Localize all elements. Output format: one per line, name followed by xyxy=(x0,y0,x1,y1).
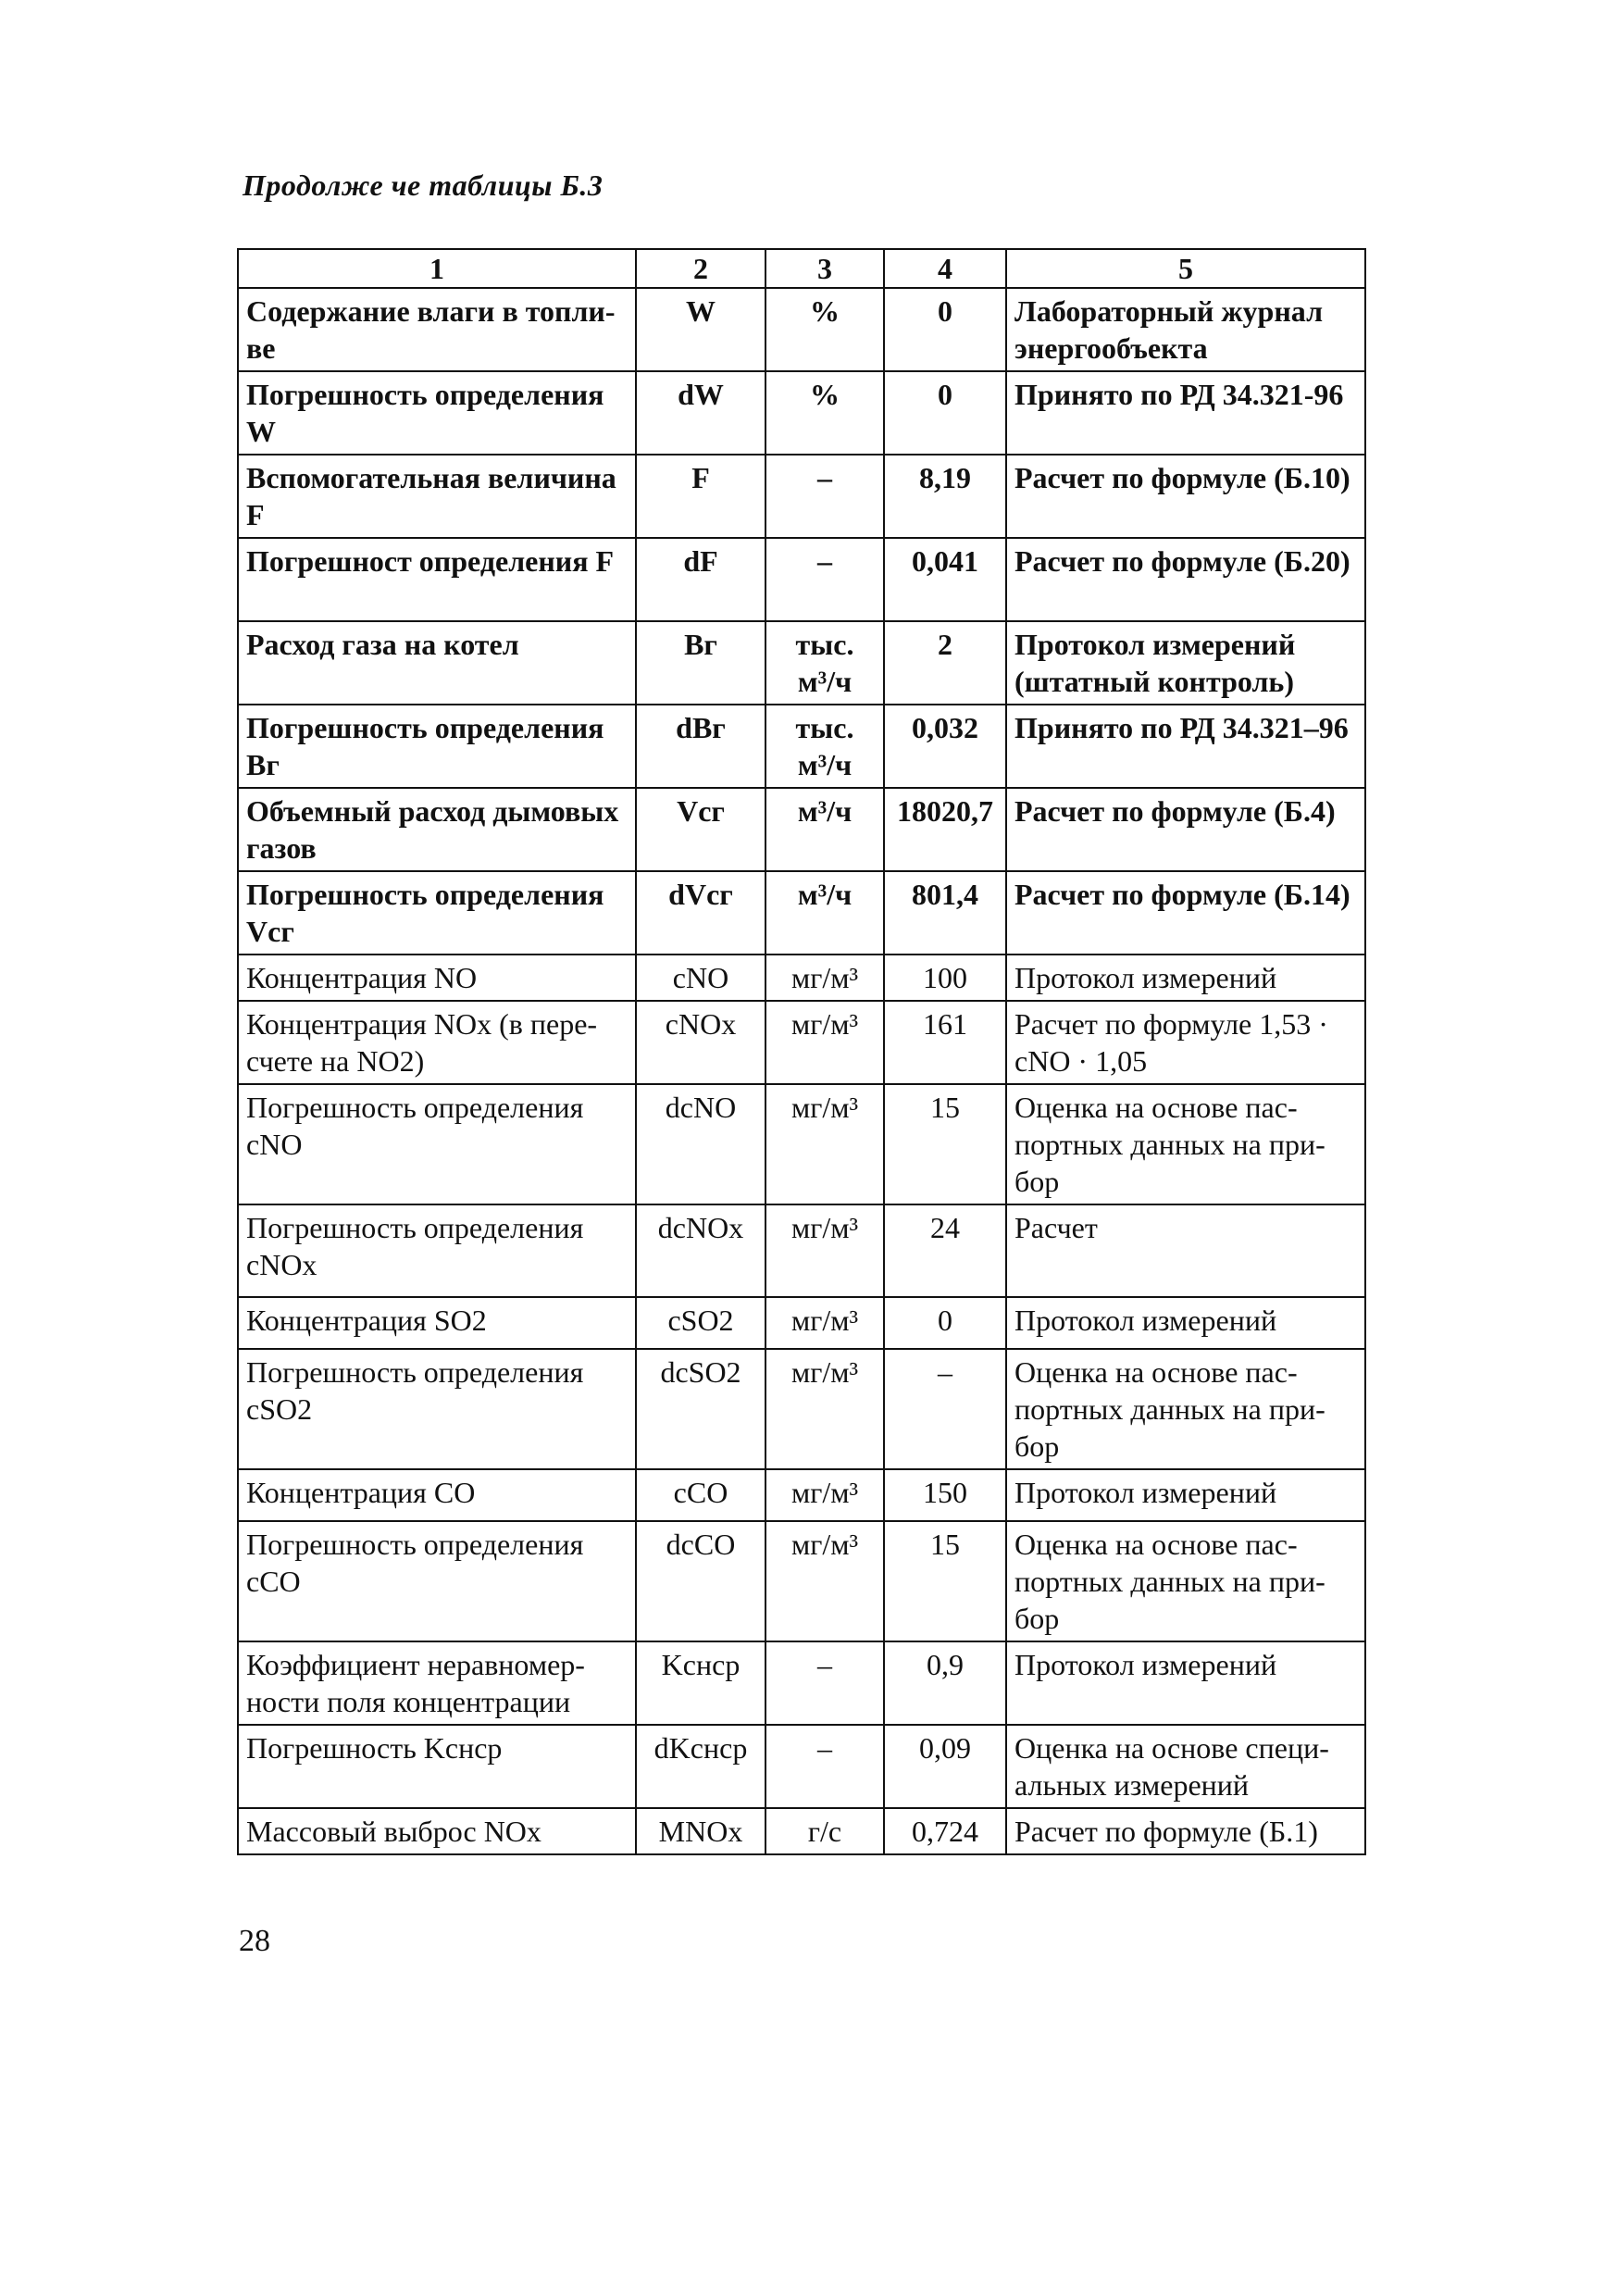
value-cell: – xyxy=(884,1349,1006,1469)
source-cell: Принято по РД 34.321–96 xyxy=(1006,705,1365,788)
source-cell: Протокол измерений xyxy=(1006,1641,1365,1725)
source-cell: Оценка на основе пас-портных данных на при-бор xyxy=(1006,1521,1365,1641)
unit-cell: м³/ч xyxy=(765,788,884,871)
symbol-cell: dW xyxy=(636,371,765,455)
unit-cell: – xyxy=(765,1641,884,1725)
source-cell: Протокол измерений (штатный контроль) xyxy=(1006,621,1365,705)
table-row xyxy=(238,1808,1365,1854)
parameter-cell: Погрешность определения cNO xyxy=(238,1084,636,1204)
table-row xyxy=(238,1297,1365,1349)
source-cell: Оценка на основе специ-альных измерений xyxy=(1006,1725,1365,1808)
value-cell: 0,041 xyxy=(884,538,1006,621)
parameter-cell: Концентрация SO2 xyxy=(238,1297,636,1349)
table-row xyxy=(238,955,1365,1001)
source-cell: Протокол измерений xyxy=(1006,1469,1365,1521)
table-row xyxy=(238,1204,1365,1297)
parameter-cell: Погрешность определения Vсг xyxy=(238,871,636,955)
value-cell: 0 xyxy=(884,288,1006,371)
page-number: 28 xyxy=(239,1924,270,1958)
value-cell: 15 xyxy=(884,1521,1006,1641)
table-row xyxy=(238,455,1365,538)
unit-cell: мг/м³ xyxy=(765,1001,884,1084)
source-cell: Расчет по формуле (Б.1) xyxy=(1006,1808,1365,1854)
symbol-cell: Bг xyxy=(636,621,765,705)
source-cell: Лабораторный журнал энергообъекта xyxy=(1006,288,1365,371)
source-cell: Расчет по формуле 1,53 · cNO · 1,05 xyxy=(1006,1001,1365,1084)
value-cell: 0,9 xyxy=(884,1641,1006,1725)
parameter-cell: Концентрация NOx (в пере-счете на NO2) xyxy=(238,1001,636,1084)
table-row xyxy=(238,871,1365,955)
parameter-cell: Погрешность определения cCO xyxy=(238,1521,636,1641)
parameter-cell: Объемный расход дымовых газов xyxy=(238,788,636,871)
source-cell: Оценка на основе пас-портных данных на при-бор xyxy=(1006,1084,1365,1204)
table-row xyxy=(238,1469,1365,1521)
value-cell: 0,09 xyxy=(884,1725,1006,1808)
unit-cell: – xyxy=(765,455,884,538)
parameter-cell: Концентрация CO xyxy=(238,1469,636,1521)
column-header-5: 5 xyxy=(1006,249,1365,288)
table-row xyxy=(238,1725,1365,1808)
unit-cell: – xyxy=(765,1725,884,1808)
parameter-cell: Вспомогательная величина F xyxy=(238,455,636,538)
value-cell: 8,19 xyxy=(884,455,1006,538)
symbol-cell: dVсг xyxy=(636,871,765,955)
value-cell: 150 xyxy=(884,1469,1006,1521)
value-cell: 0,032 xyxy=(884,705,1006,788)
table-row xyxy=(238,788,1365,871)
value-cell: 2 xyxy=(884,621,1006,705)
value-cell: 161 xyxy=(884,1001,1006,1084)
value-cell: 801,4 xyxy=(884,871,1006,955)
table-row xyxy=(238,288,1365,371)
table-caption: Продолже че таблицы Б.3 xyxy=(243,168,604,202)
parameter-cell: Погрешность определения cSO2 xyxy=(238,1349,636,1469)
parameter-cell: Содержание влаги в топли-ве xyxy=(238,288,636,371)
source-cell: Расчет по формуле (Б.14) xyxy=(1006,871,1365,955)
unit-cell: мг/м³ xyxy=(765,1349,884,1469)
source-cell: Расчет по формуле (Б.10) xyxy=(1006,455,1365,538)
parameter-cell: Расход газа на котел xyxy=(238,621,636,705)
value-cell: 0 xyxy=(884,1297,1006,1349)
source-cell: Расчет по формуле (Б.4) xyxy=(1006,788,1365,871)
unit-cell: % xyxy=(765,288,884,371)
unit-cell: м³/ч xyxy=(765,871,884,955)
value-cell: 24 xyxy=(884,1204,1006,1297)
parameter-cell: Погрешност определения F xyxy=(238,538,636,621)
parameter-cell: Погрешность определения cNOx xyxy=(238,1204,636,1297)
unit-cell: г/с xyxy=(765,1808,884,1854)
table-row xyxy=(238,1641,1365,1725)
value-cell: 15 xyxy=(884,1084,1006,1204)
symbol-cell: dcNO xyxy=(636,1084,765,1204)
parameter-cell: Погрешность определения W xyxy=(238,371,636,455)
table-row xyxy=(238,1084,1365,1204)
table-row xyxy=(238,538,1365,621)
table-row xyxy=(238,705,1365,788)
symbol-cell: cNOx xyxy=(636,1001,765,1084)
source-cell: Принято по РД 34.321-96 xyxy=(1006,371,1365,455)
symbol-cell: dcCO xyxy=(636,1521,765,1641)
column-header-1: 1 xyxy=(238,249,636,288)
value-cell: 100 xyxy=(884,955,1006,1001)
symbol-cell: MNOx xyxy=(636,1808,765,1854)
parameter-cell: Погрешность Kcнср xyxy=(238,1725,636,1808)
unit-cell: – xyxy=(765,538,884,621)
symbol-cell: dcSO2 xyxy=(636,1349,765,1469)
column-header-4: 4 xyxy=(884,249,1006,288)
continuation-table xyxy=(237,248,1366,1855)
unit-cell: мг/м³ xyxy=(765,955,884,1001)
source-cell: Протокол измерений xyxy=(1006,955,1365,1001)
unit-cell: % xyxy=(765,371,884,455)
source-cell: Оценка на основе пас-портных данных на при-бор xyxy=(1006,1349,1365,1469)
parameter-cell: Массовый выброс NOx xyxy=(238,1808,636,1854)
parameter-cell: Погрешность определения Bг xyxy=(238,705,636,788)
source-cell: Расчет по формуле (Б.20) xyxy=(1006,538,1365,621)
symbol-cell: Kcнср xyxy=(636,1641,765,1725)
value-cell: 0,724 xyxy=(884,1808,1006,1854)
symbol-cell: dBг xyxy=(636,705,765,788)
unit-cell: мг/м³ xyxy=(765,1084,884,1204)
parameter-cell: Концентрация NO xyxy=(238,955,636,1001)
source-cell: Протокол измерений xyxy=(1006,1297,1365,1349)
symbol-cell: dcNOx xyxy=(636,1204,765,1297)
symbol-cell: dKcнср xyxy=(636,1725,765,1808)
unit-cell: тыс. м³/ч xyxy=(765,621,884,705)
unit-cell: мг/м³ xyxy=(765,1297,884,1349)
symbol-cell: W xyxy=(636,288,765,371)
symbol-cell: cSO2 xyxy=(636,1297,765,1349)
column-header-2: 2 xyxy=(636,249,765,288)
table-row xyxy=(238,621,1365,705)
symbol-cell: Vсг xyxy=(636,788,765,871)
source-cell: Расчет xyxy=(1006,1204,1365,1297)
table-row xyxy=(238,1349,1365,1469)
unit-cell: мг/м³ xyxy=(765,1521,884,1641)
table-row xyxy=(238,371,1365,455)
unit-cell: тыс. м³/ч xyxy=(765,705,884,788)
table-header-row xyxy=(238,249,1365,288)
symbol-cell: dF xyxy=(636,538,765,621)
unit-cell: мг/м³ xyxy=(765,1204,884,1297)
symbol-cell: F xyxy=(636,455,765,538)
parameter-cell: Коэффициент неравномер-ности поля концентрации xyxy=(238,1641,636,1725)
table-row xyxy=(238,1001,1365,1084)
value-cell: 0 xyxy=(884,371,1006,455)
symbol-cell: cCO xyxy=(636,1469,765,1521)
value-cell: 18020,7 xyxy=(884,788,1006,871)
symbol-cell: cNO xyxy=(636,955,765,1001)
table-row xyxy=(238,1521,1365,1641)
column-header-3: 3 xyxy=(765,249,884,288)
unit-cell: мг/м³ xyxy=(765,1469,884,1521)
